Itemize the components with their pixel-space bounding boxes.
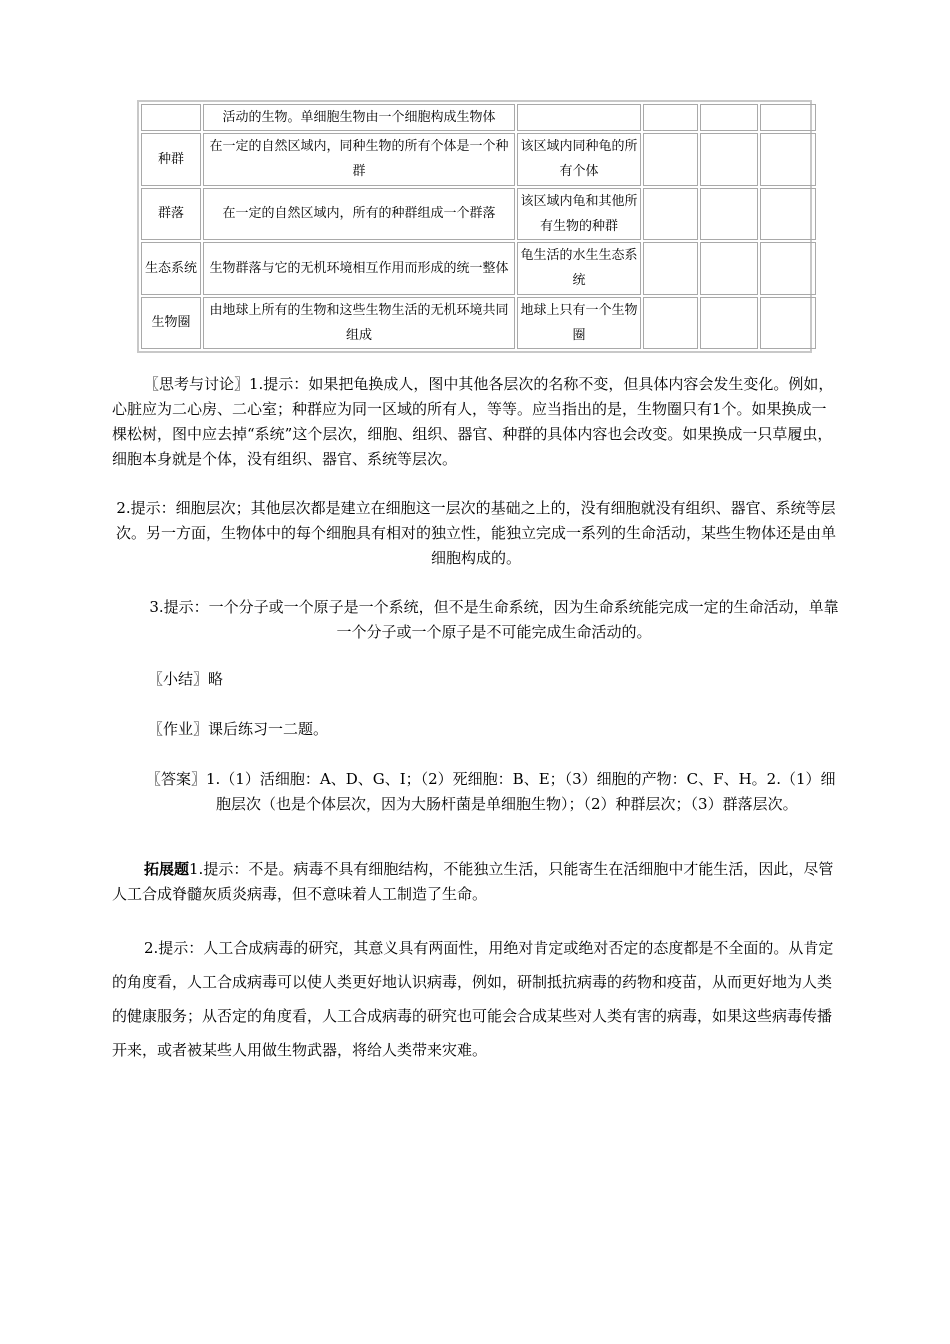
empty-cell bbox=[700, 188, 758, 240]
empty-cell bbox=[760, 188, 816, 240]
answer-paragraph: 〖答案〗1.（1）活细胞：A、D、G、I；（2）死细胞：B、E；（3）细胞的产物：C、F、H。2.（1）细胞层次（也是个体层次，因为大肠杆菌是单细胞生物）；（2）种群层次；（3）群落层次。 bbox=[146, 770, 836, 813]
level-cell bbox=[141, 104, 201, 131]
levels-table-grid bbox=[139, 102, 818, 351]
table-row bbox=[141, 297, 816, 349]
definition-cell: 在一定的自然区域内，同种生物的所有个体是一个种群 bbox=[203, 133, 515, 185]
table-row bbox=[141, 188, 816, 240]
homework-paragraph: 〖作业〗课后练习一二题。 bbox=[148, 720, 329, 738]
extension-text-1: 1.提示：不是。病毒不具有细胞结构，不能独立生活，只能寄生在活细胞中才能生活，因此，尽管人工合成脊髓灰质炎病毒，但不意味着人工制造了生命。 bbox=[112, 860, 834, 903]
definition-cell: 在一定的自然区域内，所有的种群组成一个群落 bbox=[203, 188, 515, 240]
empty-cell bbox=[643, 104, 698, 131]
empty-cell bbox=[700, 104, 758, 131]
empty-cell bbox=[700, 297, 758, 349]
table-row bbox=[141, 133, 816, 185]
discussion-paragraph-3: 3.提示：一个分子或一个原子是一个系统，但不是生命系统，因为生命系统能完成一定的生命活动，单靠一个分子或一个原子是不可能完成生命活动的。 bbox=[149, 598, 839, 641]
definition-cell: 生物群落与它的无机环境相互作用而形成的统一整体 bbox=[203, 242, 515, 294]
empty-cell bbox=[700, 133, 758, 185]
empty-cell bbox=[760, 297, 816, 349]
level-cell: 种群 bbox=[141, 133, 201, 185]
table-row bbox=[141, 242, 816, 294]
definition-cell: 活动的生物。单细胞生物由一个细胞构成生物体 bbox=[203, 104, 515, 131]
discussion-paragraph-1: 〖思考与讨论〗1.提示：如果把龟换成人，图中其他各层次的名称不变，但具体内容会发生变化。例如，心脏应为二心房、二心室；种群应为同一区域的所有人，等等。应当指出的是，生物圈只有1个。如果换成一棵松树，图中应去掉“系统”这个层次，细胞、组织、器官、种群的具体内容也会改变。如果换成一只草履虫，细胞本身就是个体，没有组织、器官、系统等层次。 bbox=[112, 375, 834, 468]
empty-cell bbox=[643, 242, 698, 294]
empty-cell bbox=[760, 133, 816, 185]
example-cell: 该区域内龟和其他所有生物的种群 bbox=[517, 188, 641, 240]
empty-cell bbox=[643, 297, 698, 349]
discussion-paragraph-2: 2.提示：细胞层次；其他层次都是建立在细胞这一层次的基础之上的，没有细胞就没有组织、器官、系统等层次。另一方面，生物体中的每个细胞具有相对的独立性，能独立完成一系列的生命活动，某些生物体还是由单细胞构成的。 bbox=[115, 499, 836, 567]
example-cell: 龟生活的水生生态系统 bbox=[517, 242, 641, 294]
definition-cell: 由地球上所有的生物和这些生物生活的无机环境共同组成 bbox=[203, 297, 515, 349]
empty-cell bbox=[760, 242, 816, 294]
example-cell bbox=[517, 104, 641, 131]
level-cell: 群落 bbox=[141, 188, 201, 240]
empty-cell bbox=[760, 104, 816, 131]
extension-label: 拓展题 bbox=[144, 860, 190, 878]
empty-cell bbox=[643, 188, 698, 240]
example-cell: 该区域内同种龟的所有个体 bbox=[517, 133, 641, 185]
extension-paragraph-1 bbox=[112, 857, 838, 907]
summary-paragraph: 〖小结〗略 bbox=[148, 670, 224, 688]
life-levels-table bbox=[137, 100, 812, 353]
level-cell: 生态系统 bbox=[141, 242, 201, 294]
level-cell: 生物圈 bbox=[141, 297, 201, 349]
extension-paragraph-2: 2.提示：人工合成病毒的研究，其意义具有两面性，用绝对肯定或绝对否定的态度都是不全面的。从肯定的角度看，人工合成病毒可以使人类更好地认识病毒，例如，研制抵抗病毒的药物和疫苗，从而更好地为人类的健康服务；从否定的角度看，人工合成病毒的研究也可能会合成某些对人类有害的病毒，如果这些病毒传播开来，或者被某些人用做生物武器，将给人类带来灾难。 bbox=[112, 939, 834, 1059]
example-cell: 地球上只有一个生物圈 bbox=[517, 297, 641, 349]
empty-cell bbox=[700, 242, 758, 294]
empty-cell bbox=[643, 133, 698, 185]
table-row bbox=[141, 104, 816, 131]
